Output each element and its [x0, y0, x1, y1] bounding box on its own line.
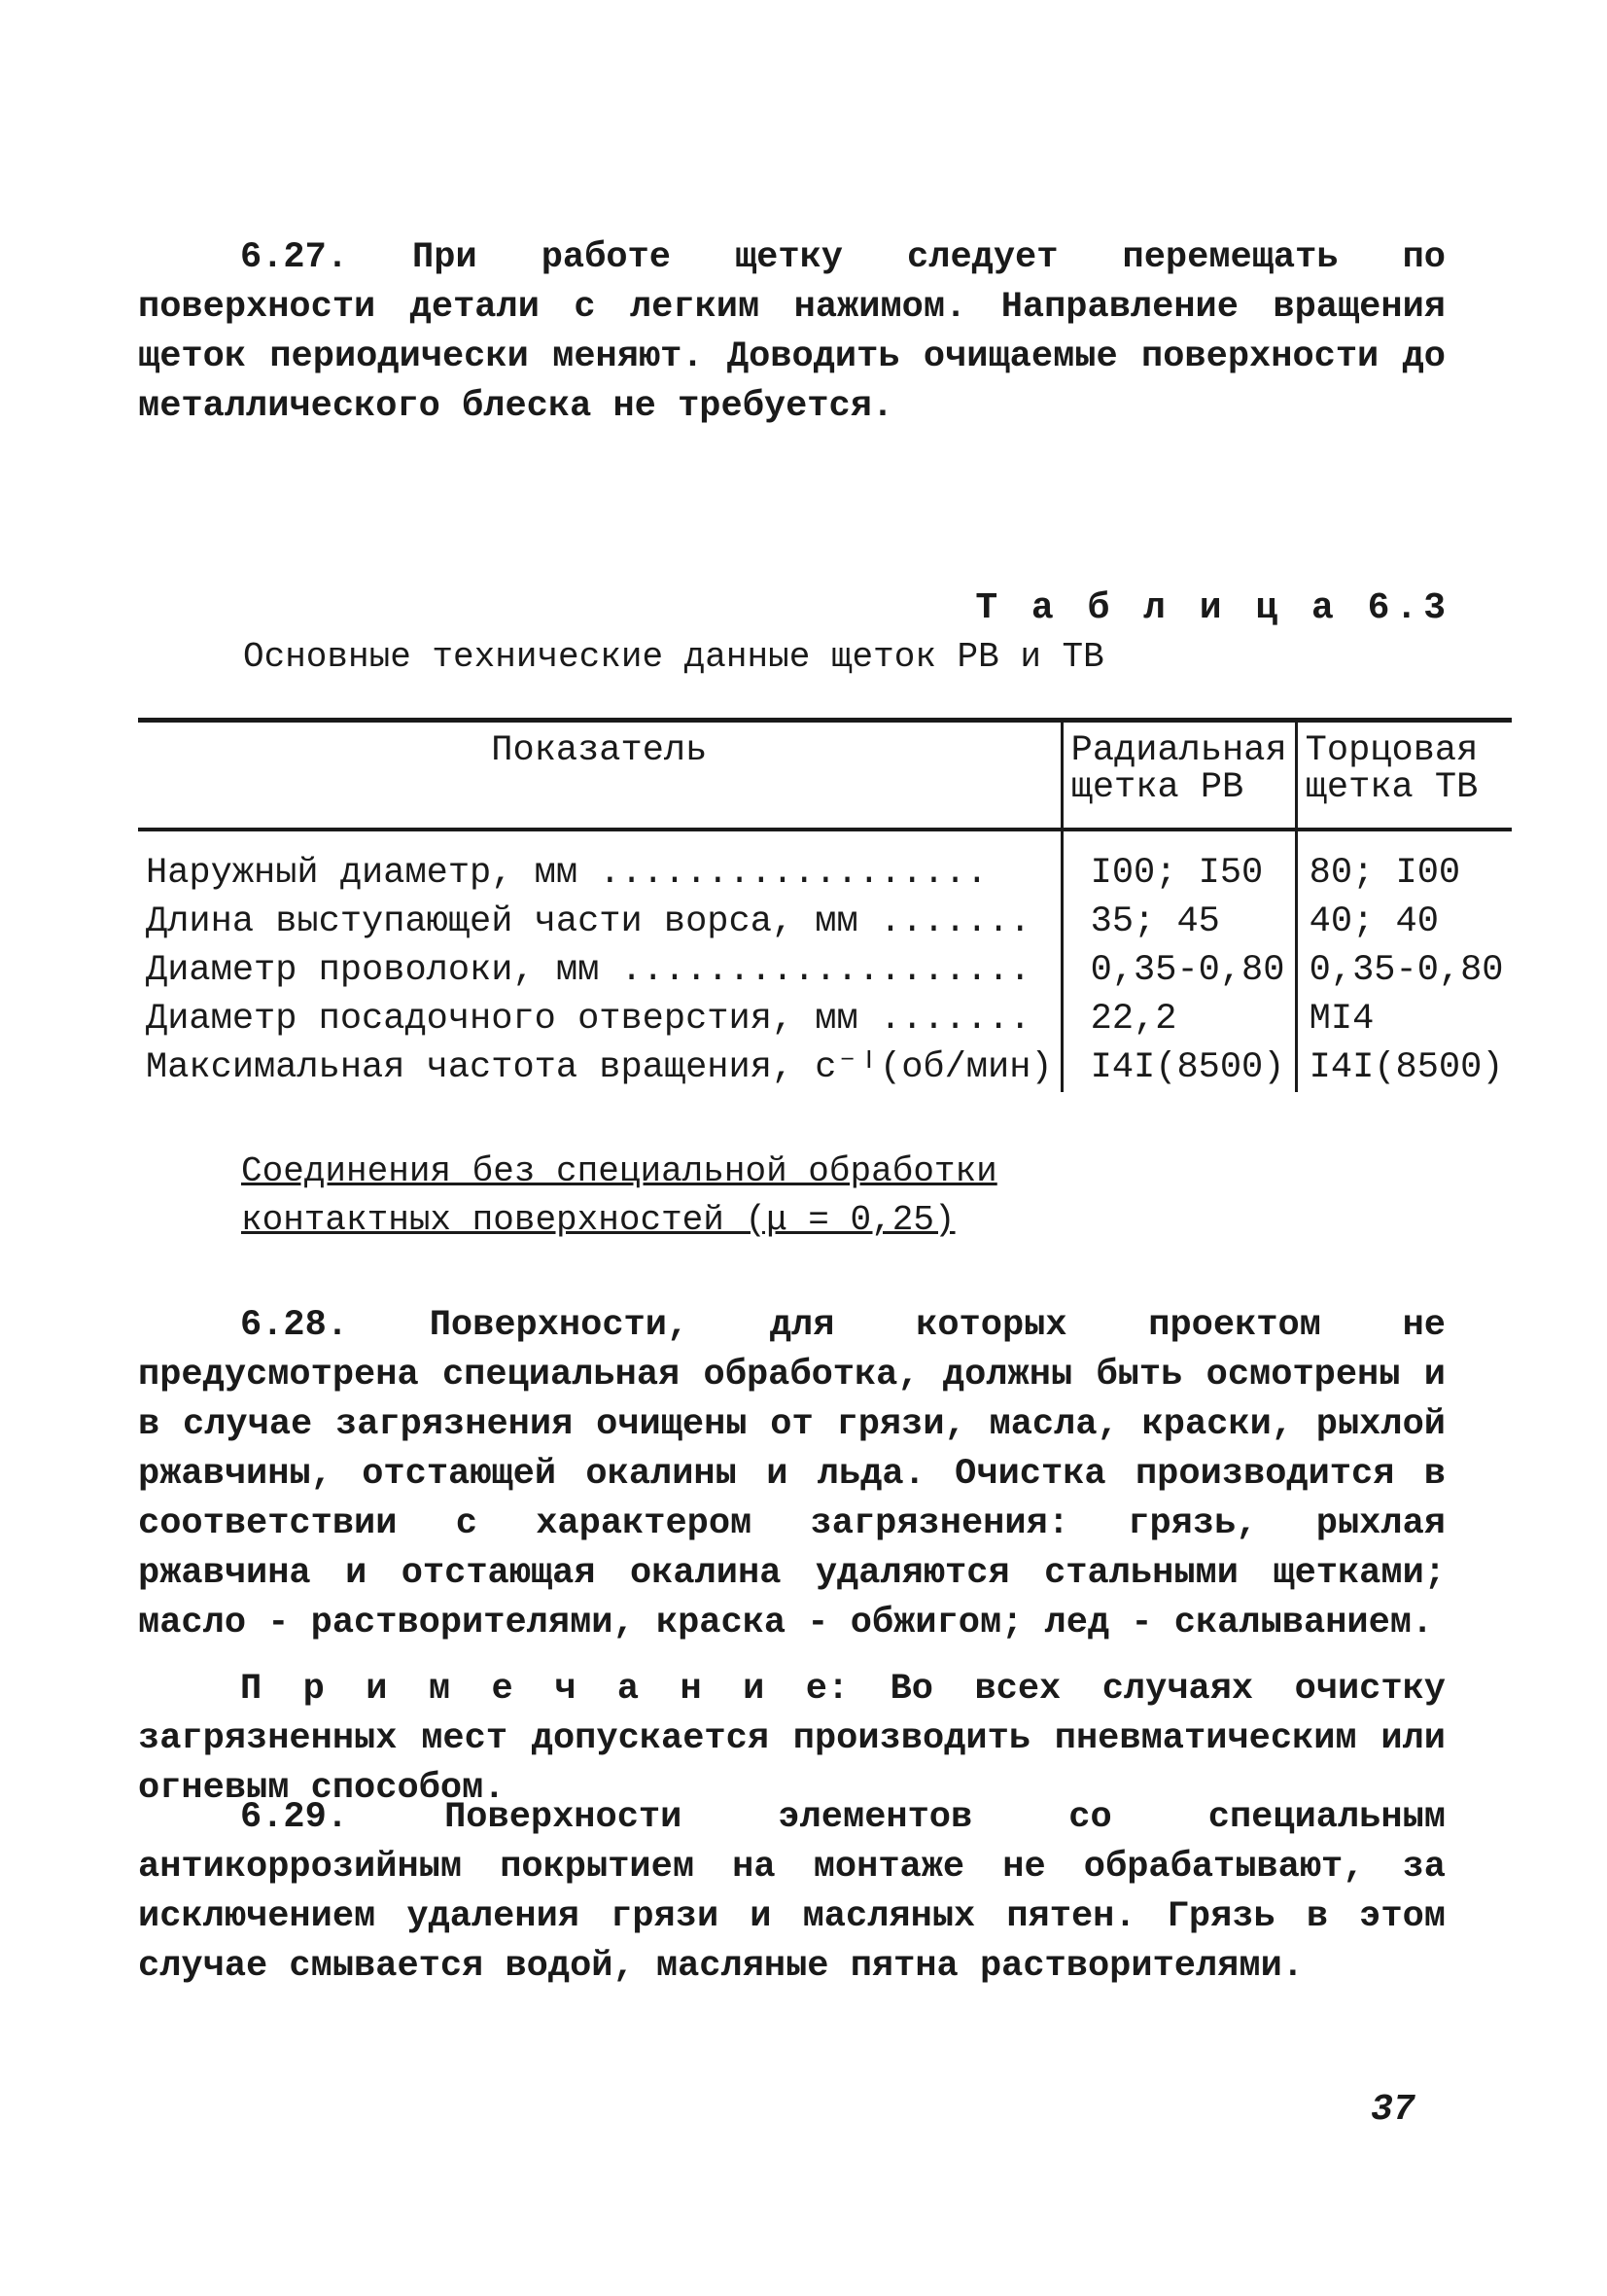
table-header-row	[138, 721, 1512, 830]
page-number: 37	[1371, 2089, 1415, 2131]
specs-table	[138, 718, 1512, 1092]
row-value-tv: 0,35-0,80	[1296, 946, 1511, 995]
row-value-tv: 80; I00	[1296, 830, 1511, 898]
row-label: Диаметр посадочного отверстия, мм .......	[146, 999, 1031, 1040]
paragraph-6-27: 6.27. При работе щетку следует перемещать по поверхности детали с легким нажимом. Направление вращения щеток периодически меняют. Доводить очищаемые поверхности до металлического блеска не требуется.	[138, 237, 1446, 427]
row-value-rv: I4I(8500)	[1062, 1043, 1296, 1092]
row-label: Длина выступающей части ворса, мм .......	[146, 901, 1031, 942]
table-row	[138, 898, 1512, 946]
row-value-rv: 35; 45	[1062, 898, 1296, 946]
header-radial-brush: Радиальная щетка РВ	[1062, 721, 1296, 830]
row-value-tv: 40; 40	[1296, 898, 1511, 946]
row-value-rv: 0,35-0,80	[1062, 946, 1296, 995]
header-indicator: Показатель	[138, 721, 1062, 830]
row-label: Максимальная частота вращения, с⁻ᴵ(об/мин)	[146, 1047, 1053, 1088]
table-row	[138, 830, 1512, 898]
table-row	[138, 946, 1512, 995]
paragraph-6-28: 6.28. Поверхности, для которых проектом не предусмотрена специальная обработка, должны быть осмотрены и в случае загрязнения очищены от грязи, масла, краски, рыхлой ржавчины, отстающей окалины и льда. Очистка производится в соответствии с характером загрязнения: грязь, рыхлая ржавчина и отстающая окалина удаляются стальными щетками; масло - растворителями, краска - обжигом; лед - скалыванием.	[138, 1305, 1446, 1643]
table-title: Основные технические данные щеток РВ и ТВ	[243, 637, 1104, 677]
row-value-rv: 22,2	[1062, 995, 1296, 1043]
row-label: Наружный диаметр, мм ..................	[146, 853, 988, 894]
table-number: Т а б л и ц а 6.3	[975, 587, 1451, 629]
row-value-tv: MI4	[1296, 995, 1511, 1043]
row-value-rv: I00; I50	[1062, 830, 1296, 898]
table-row	[138, 995, 1512, 1043]
note-paragraph: П р и м е ч а н и е: Во всех случаях очистку загрязненных мест допускается производить пневматическим или огневым способом.	[138, 1669, 1446, 1809]
row-value-tv: I4I(8500)	[1296, 1043, 1511, 1092]
table-row	[138, 1043, 1512, 1092]
paragraph-6-29: 6.29. Поверхности элементов со специальным антикоррозийным покрытием на монтаже не обрабатывают, за исключением удаления грязи и масляных пятен. Грязь в этом случае смывается водой, масляные пятна растворителями.	[138, 1797, 1446, 1987]
header-face-brush: Торцовая щетка ТВ	[1296, 721, 1511, 830]
row-label: Диаметр проволоки, мм ...................	[146, 950, 1031, 991]
section-subheading: Соединения без специальной обработки контактных поверхностей (μ = 0,25)	[241, 1151, 997, 1240]
